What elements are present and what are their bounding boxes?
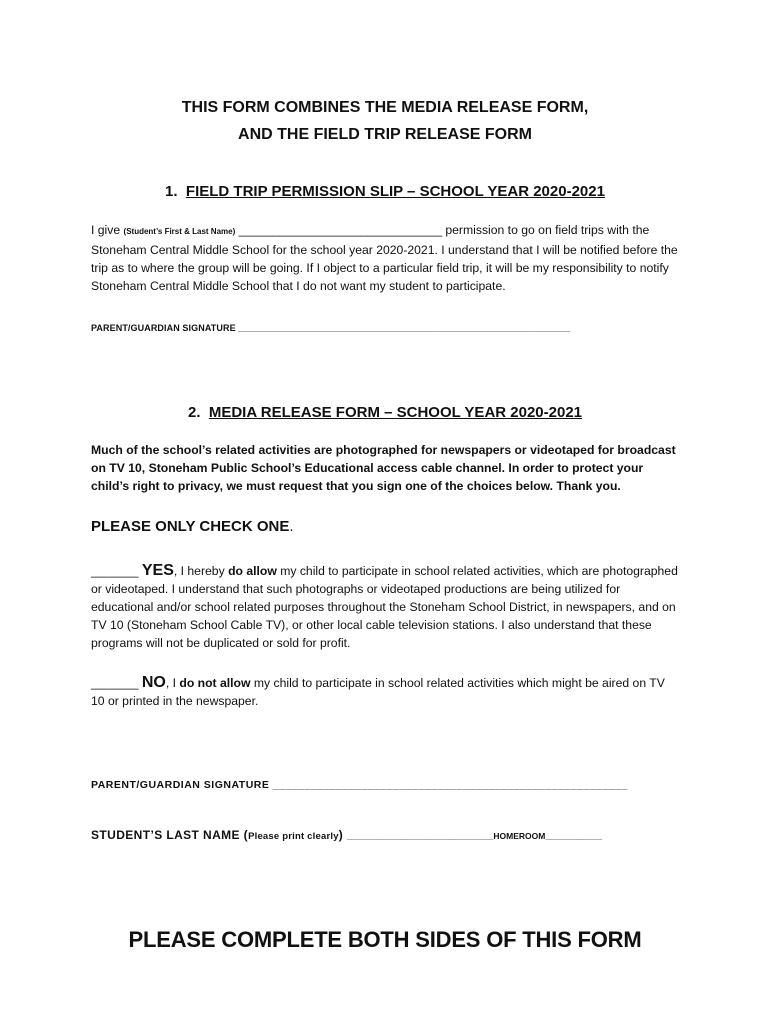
student-last-name-row [91,828,602,842]
media-signature [91,779,628,791]
student-label-close: ) [338,828,347,842]
do-not-allow-text: do not allow [179,676,251,690]
student-name-label: (Student’s First & Last Name) [123,227,236,236]
no-option-paragraph [91,674,681,710]
no-pre-text: , I [165,676,180,690]
yes-label: YES [141,562,174,579]
homeroom-label: HOMEROOM [493,831,546,841]
student-last-name-label: STUDENT’S LAST NAME ( [91,828,249,842]
do-allow-text: do allow [228,564,277,578]
field-trip-heading [0,183,770,200]
i-give-text: I give [91,223,124,237]
yes-checkbox-blank[interactable]: _______ [91,564,142,578]
student-name-blank[interactable]: ______________________________ [235,223,446,237]
yes-pre-text: , I hereby [173,564,229,578]
check-one-instruction [91,518,294,535]
media-signature-line[interactable]: ________________________________________________________ [272,779,628,791]
form-title-line-2: AND THE FIELD TRIP RELEASE FORM [238,126,532,143]
field-trip-heading-text: FIELD TRIP PERMISSION SLIP – SCHOOL YEAR 2020-2021 [185,183,605,200]
yes-body: my child to participate in school related activities, which are photographed or videotaped. I understand that such photographs or videotaped productions are being utilized for educational and/or school related purposes throughout the Stoneham School District, in newspapers, and on TV 10 (Stoneham School Cable TV), or other local cable television stations. I also understand that these programs will not be duplicated or sold for profit. [91,564,678,650]
field-trip-signature-line[interactable]: _________________________________________________________________ [238,323,571,333]
media-intro-paragraph: Much of the school’s related activities are photographed for newspapers or videotaped for broadcast on TV 10, Stoneham Public School’s Educational access cable channel. In order to protect your child’s right to privacy, we must request that you sign one of the choices below. Thank you. [91,443,676,493]
no-body: my child to participate in school related activities which might be aired on TV 10 or printed in the newspaper. [91,676,665,708]
no-label: NO [141,674,166,691]
media-release-number: 2. [187,404,201,421]
field-trip-paragraph [91,221,681,295]
media-release-heading-text: MEDIA RELEASE FORM – SCHOOL YEAR 2020-2021 [208,404,583,421]
field-trip-number: 1. [165,183,178,200]
print-clearly-text: Please print clearly [248,831,339,842]
student-last-name-line[interactable]: _______________________________ [346,831,494,841]
yes-option-paragraph [91,562,681,652]
check-one-dot: . [289,518,294,535]
check-one-text: PLEASE ONLY CHECK ONE [91,518,290,535]
field-trip-signature [91,323,570,333]
media-release-heading [0,404,770,421]
field-trip-body: permission to go on field trips with the Stoneham Central Middle School for the school year 2020-2021. I understand that I will be notified before the trip as to where the group will be going. If I object to a particular field trip, it will be my responsibility to notify Stoneham Central Middle School that I do not want my student to participate. [91,223,678,293]
form-title-line-1: THIS FORM COMBINES THE MEDIA RELEASE FORM, [181,99,589,116]
media-signature-label: PARENT/GUARDIAN SIGNATURE [91,779,273,791]
complete-both-sides-notice: PLEASE COMPLETE BOTH SIDES OF THIS FORM [128,927,642,952]
homeroom-line[interactable]: ____________ [545,831,603,841]
no-checkbox-blank[interactable]: _______ [91,676,142,690]
field-trip-signature-label: PARENT/GUARDIAN SIGNATURE [91,323,239,333]
